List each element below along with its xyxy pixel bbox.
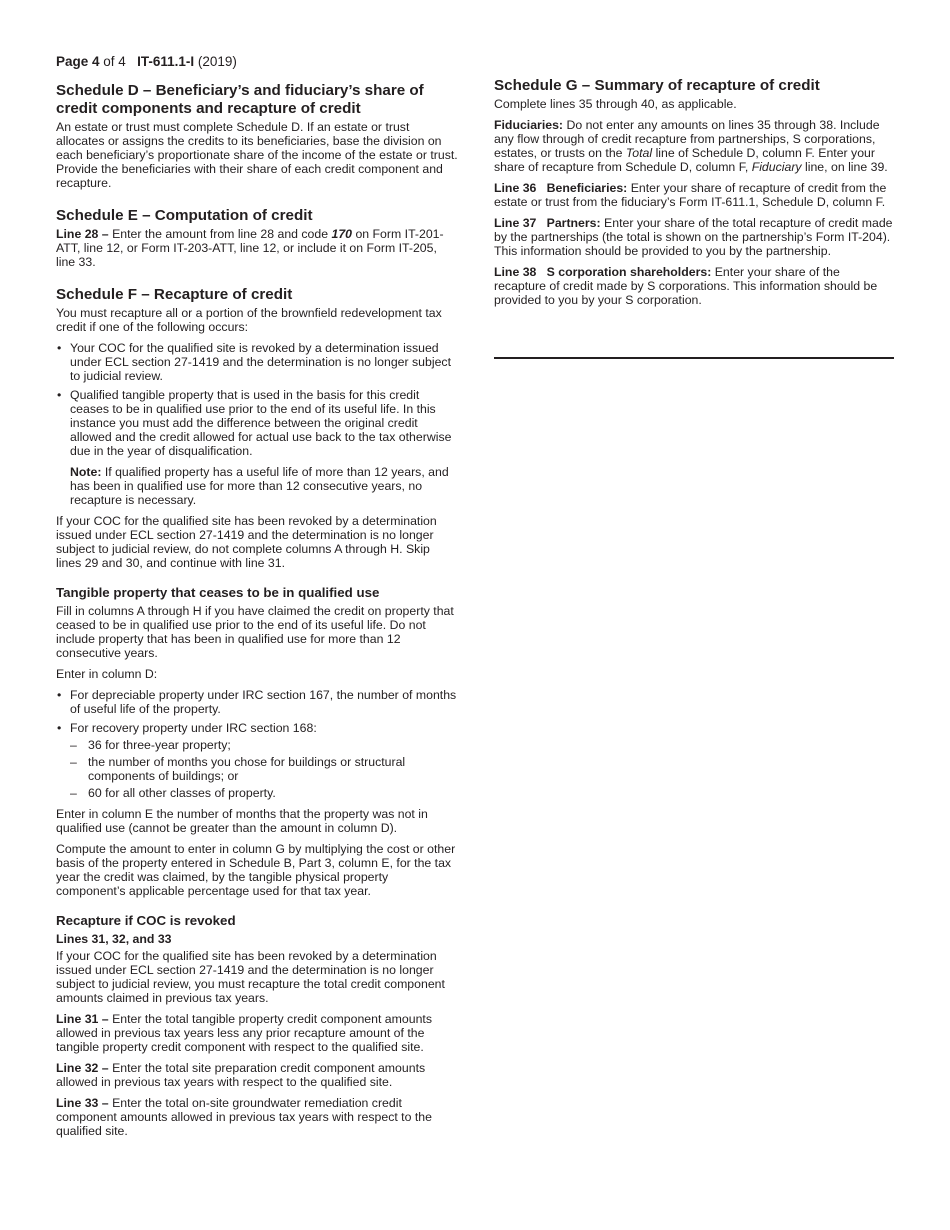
schedule-g-title: Schedule G – Summary of recapture of credit [494, 77, 820, 94]
line-37-text: Enter your share of the total recapture of credit made by the partnerships (the total is shown on the partnership’s Form IT-204). This information should be provided to you by the partnership. [494, 216, 893, 258]
recapture-coc-section [56, 913, 458, 1138]
list-item: • Qualified tangible property that is used in the basis for this credit ceases to be in qualified use prior to the end of its useful life. In this instance you must add the difference between the original credit allowed and the credit allowed for actual use back to the tax otherwise due in the year of disqualification. [56, 388, 458, 458]
schedule-f-section [56, 286, 458, 570]
line-31-label: Line 31 – [56, 1012, 109, 1026]
column-g-text: Compute the amount to enter in column G by multiplying the cost or other basis of the property entered in Schedule B, Part 3, column E, for the tax year the credit was claimed, by the tangible physical property component’s applicable percentage used for that tax year. [56, 842, 456, 898]
schedule-d-section [56, 82, 458, 190]
line-38-label: Line 38 S corporation shareholders: [494, 265, 712, 279]
line-31-instruction [56, 1012, 458, 1054]
list-item: • Your COC for the qualified site is revoked by a determination issued under ECL section 27-1419 and the determination is no longer subject to judicial review. [56, 341, 458, 383]
fiduciaries-text-2: line of Schedule D, column F. Enter your share of recapture from Schedule D, column F, [494, 146, 875, 174]
fiduciaries-instruction [494, 118, 894, 174]
recapture-coc-intro: If your COC for the qualified site has been revoked by a determination issued under ECL section 27-1419 and the determination is no longer subject to judicial review, you must recapture the total credit component amounts claimed in previous tax years. [56, 949, 445, 1005]
column-d-list [56, 688, 458, 735]
line-36-instruction [494, 181, 894, 209]
fiduciaries-text-3: line, on line 39. [805, 160, 888, 174]
tangible-property-title: Tangible property that ceases to be in qualified use [56, 585, 380, 600]
fiduciaries-label: Fiduciaries: [494, 118, 564, 132]
total-term: Total [625, 146, 653, 160]
recapture-conditions-list [56, 341, 458, 458]
form-id: IT-611.1-I [137, 54, 195, 69]
lines-31-33-subtitle: Lines 31, 32, and 33 [56, 932, 172, 946]
line-32-label: Line 32 – [56, 1061, 109, 1075]
line-37-label: Line 37 Partners: [494, 216, 601, 230]
note-text: If qualified property has a useful life of more than 12 years, and has been in qualified use for more than 12 consecutive years, no recapture is necessary. [70, 465, 449, 507]
schedule-d-body: An estate or trust must complete Schedule D. If an estate or trust allocates or assigns the credits to its beneficiaries, base the division on each beneficiary’s proportionate share of the income of the estate or trust. Provide the beneficiaries with their share of each credit component and recapture. [56, 120, 458, 190]
line-32-instruction [56, 1061, 458, 1089]
column-d-intro: Enter in column D: [56, 667, 158, 681]
tangible-property-body: Fill in columns A through H if you have claimed the credit on property that ceased to be in qualified use prior to the end of its useful life. Do not include property that has been in qualified use for more than 12 consecutive years. [56, 604, 454, 660]
note-label: Note: [70, 465, 102, 479]
list-item: • For recovery property under IRC section 168: [56, 721, 458, 735]
left-column [56, 82, 458, 1145]
right-column [494, 77, 894, 314]
fiduciary-term: Fiduciary [751, 160, 802, 174]
tangible-property-section [56, 585, 458, 898]
line-33-text: Enter the total on-site groundwater remediation credit component amounts allowed in previous tax years with respect to the qualified site. [56, 1096, 432, 1138]
form-year: (2019) [197, 54, 237, 69]
list-item: – 60 for all other classes of property. [70, 786, 458, 800]
recapture-coc-title: Recapture if COC is revoked [56, 913, 236, 928]
schedule-f-intro: You must recapture all or a portion of the brownfield redevelopment tax credit if one of the following occurs: [56, 306, 442, 334]
line-33-instruction [56, 1096, 458, 1138]
schedule-g-section [494, 77, 894, 307]
schedule-e-title: Schedule E – Computation of credit [56, 207, 313, 224]
line-28-text-rest: on Form IT-201-ATT, line 12, or Form IT-203-ATT, line 12, or include it on Form IT-205, line 33. [56, 227, 444, 269]
page-number: Page 4 [56, 54, 100, 69]
list-item: – the number of months you chose for buildings or structural components of buildings; or [70, 755, 458, 783]
list-item: • For depreciable property under IRC section 167, the number of months of useful life of the property. [56, 688, 458, 716]
fiduciaries-text: Do not enter any amounts on lines 35 through 38. Include any flow through of credit recapture from partnerships, S corporations, estates, or trusts on the [494, 118, 880, 160]
line-28-text: Enter the amount from line 28 and code [112, 227, 329, 241]
schedule-g-intro: Complete lines 35 through 40, as applicable. [494, 97, 737, 111]
line-38-text: Enter your share of the recapture of credit made by S corporations. This information should be provided to you by your S corporation. [494, 265, 878, 307]
line-28-label: Line 28 – [56, 227, 109, 241]
coc-revoked-text: If your COC for the qualified site has been revoked by a determination issued under ECL section 27-1419 and the determination is no longer subject to judicial review, do not complete columns A through H. Skip lines 29 and 30, and continue with line 31. [56, 514, 437, 570]
line-28-code: 170 [331, 227, 353, 241]
line-31-text: Enter the total tangible property credit component amounts allowed in previous tax years less any prior recapture amount of the tangible property credit component with respect to the qualified site. [56, 1012, 432, 1054]
useful-life-note [56, 465, 458, 507]
page-header [56, 54, 237, 70]
schedule-e-section [56, 207, 458, 269]
line-37-instruction [494, 216, 894, 258]
section-divider [494, 357, 894, 359]
line-33-label: Line 33 – [56, 1096, 109, 1110]
line-36-label: Line 36 Beneficiaries: [494, 181, 628, 195]
recovery-property-list [70, 738, 458, 800]
line-36-text: Enter your share of recapture of credit from the estate or trust from the fiduciary’s Form IT-611.1, Schedule D, column F. [494, 181, 887, 209]
schedule-f-title: Schedule F – Recapture of credit [56, 286, 293, 303]
schedule-d-title: Schedule D – Beneficiary’s and fiduciary’s share of credit components and recapture of credit [56, 82, 424, 117]
page-count: of 4 [103, 54, 126, 69]
column-e-text: Enter in column E the number of months that the property was not in qualified use (cannot be greater than the amount in column D). [56, 807, 428, 835]
list-item: – 36 for three-year property; [70, 738, 458, 752]
line-32-text: Enter the total site preparation credit component amounts allowed in previous tax years with respect to the qualified site. [56, 1061, 426, 1089]
line-28-instruction [56, 227, 458, 269]
line-38-instruction [494, 265, 894, 307]
